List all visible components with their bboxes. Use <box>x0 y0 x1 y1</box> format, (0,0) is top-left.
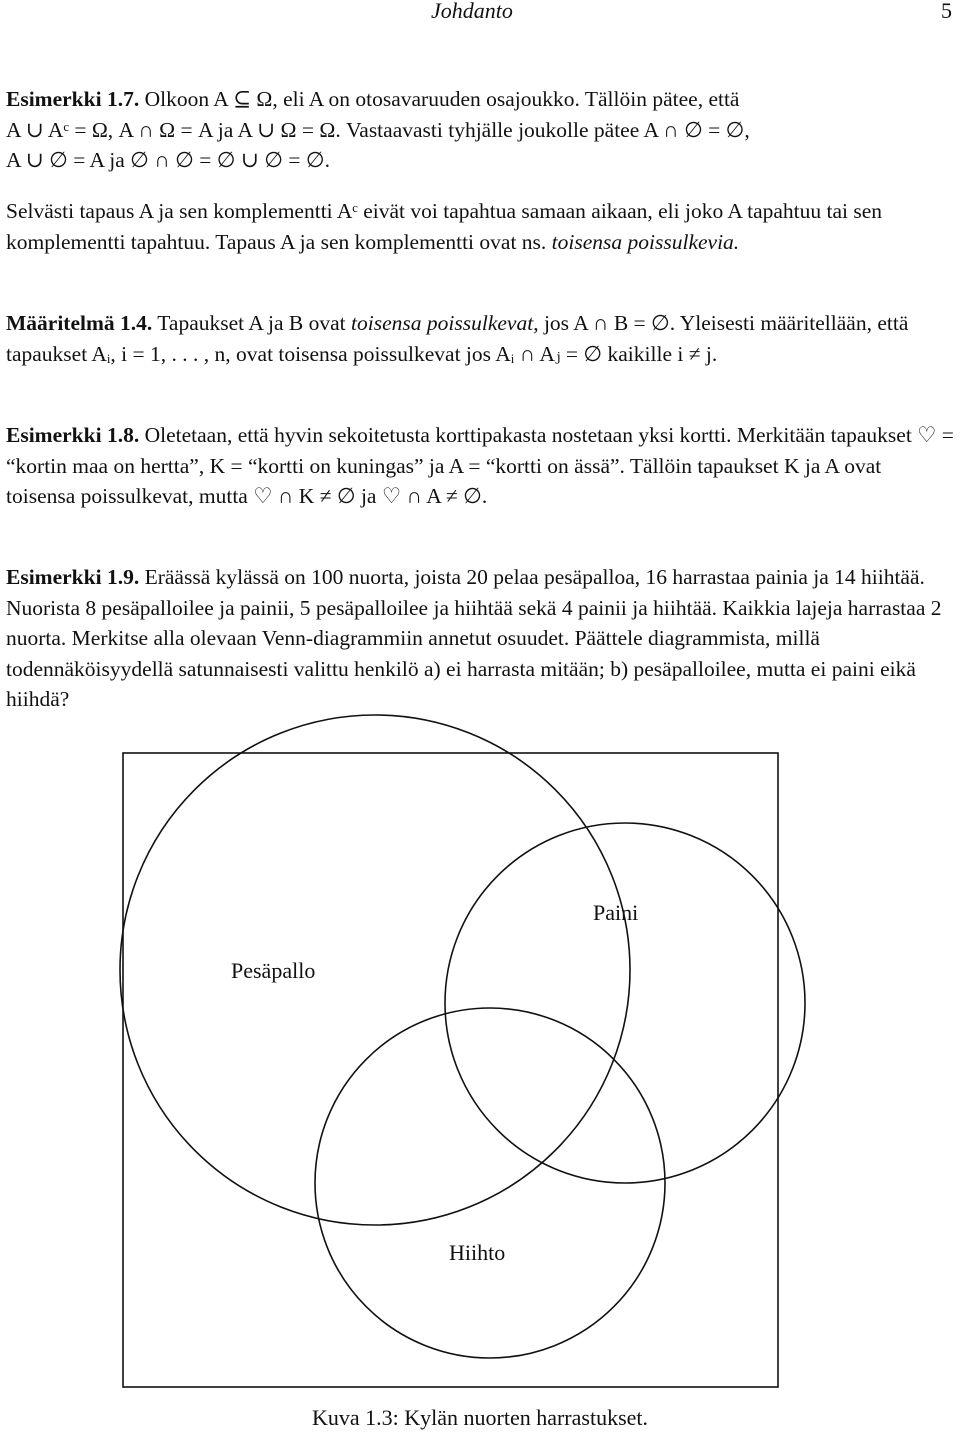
emphasized-term: toisensa poissulkevia. <box>551 229 740 254</box>
chapter-title: Johdanto <box>431 0 513 23</box>
hiihto-label: Hiihto <box>449 1240 506 1265</box>
definition-label: Määritelmä 1.4. <box>6 311 153 335</box>
example-line-3: A ∪ ∅ = A ja ∅ ∩ ∅ = ∅ ∪ ∅ = ∅. <box>6 148 330 172</box>
pesapallo-circle <box>120 715 630 1225</box>
page-number: 5 <box>941 0 952 23</box>
pesapallo-label: Pesäpallo <box>231 958 316 983</box>
example-label: Esimerkki 1.9. <box>6 565 140 589</box>
figure-caption: Kuva 1.3: Kylän nuorten harrastukset. <box>311 1405 649 1430</box>
example-label: Esimerkki 1.7. <box>6 87 140 111</box>
universe-rectangle <box>123 753 778 1387</box>
definition-text-a: Tapaukset A ja B ovat <box>157 311 346 335</box>
example-label: Esimerkki 1.8. <box>6 423 140 447</box>
definition-term: toisensa poissulkevat <box>351 311 534 335</box>
example-text: Oletetaan, että hyvin sekoitetusta korttipakasta nostetaan yksi kortti. Merkitään tapaukset ♡ = “kortin maa on hertta”, K = “kortti on kuningas” ja A = “kortti on ässä”. Tällöin tapaukset K ja A ovat toisensa poissulkevat, mutta ♡ ∩ K ≠ ∅ ja ♡ ∩ A ≠ ∅. <box>6 423 954 508</box>
paragraph-text: Selvästi tapaus A ja sen komplementti Aᶜ eivät voi tapahtua samaan aikaan, eli joko A tapahtuu tai sen komplementti tapahtuu. Tapaus A ja sen komplementti ovat ns. <box>6 199 883 254</box>
example-text: Eräässä kylässä on 100 nuorta, joista 20 pelaa pesäpalloa, 16 harrastaa painia ja 14 hiihtää. Nuorista 8 pesäpalloilee ja painii, 5 pesäpalloilee ja hiihtää sekä 4 painii ja hiihtää. Kaikkia lajeja harrastaa 2 nuorta. Merkitse alla olevaan Venn-diagrammiin annetut osuudet. Päättele diagrammista, millä todennäköisyydellä satunnaisesti valittu henkilö a) ei harrasta mitään; b) pesäpalloilee, mutta ei paini eikä hiihdä? <box>6 565 942 711</box>
definition-text-b: , jos A ∩ B = ∅. Yleisesti määritellään, että tapaukset Aᵢ, i = 1, . . . , n, ovat toisensa poissulkevat jos Aᵢ ∩ Aⱼ = ∅ kaikille i ≠ j. <box>6 311 909 366</box>
example-line-1: Olkoon A ⊆ Ω, eli A on otosavaruuden osajoukko. Tällöin pätee, että <box>144 87 740 111</box>
example-line-2: A ∪ Aᶜ = Ω, A ∩ Ω = A ja A ∪ Ω = Ω. Vastaavasti tyhjälle joukolle pätee A ∩ ∅ = ∅, <box>6 117 750 142</box>
paini-circle <box>445 823 805 1183</box>
paini-label: Paini <box>593 900 639 925</box>
